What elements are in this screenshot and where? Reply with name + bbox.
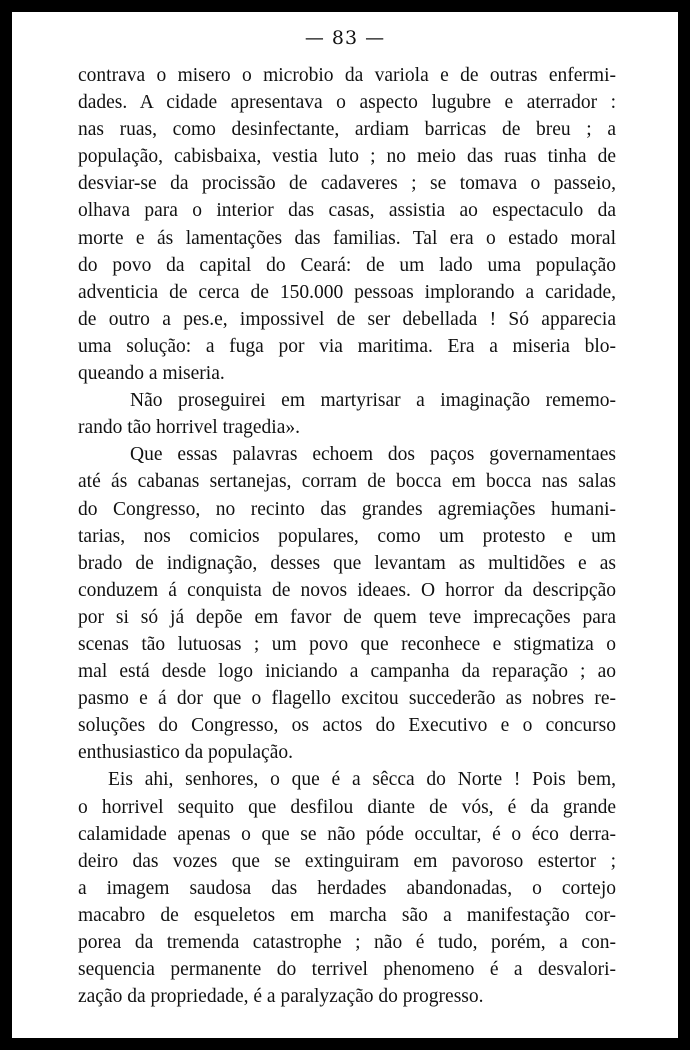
text-line: olhava para o interior das casas, assistia ao espectaculo da [78,200,616,222]
text-line: por si só já depõe em favor de quem teve imprecações para [78,606,616,628]
text-line: Não proseguirei em martyrisar a imaginação rememo- [130,390,616,412]
text-line: população, cabisbaixa, vestia luto ; no meio das ruas tinha de [78,146,616,168]
paragraph [78,766,616,1010]
text-line: rando tão horrivel tragedia». [78,417,300,439]
text-line: soluções do Congresso, os actos do Executivo e o concurso [78,715,616,737]
text-line: sequencia permanente do terrivel phenomeno é a desvalori- [78,959,616,981]
text-line: mal está desde logo iniciando a campanha da reparação ; ao [78,661,616,683]
paragraph [78,62,616,387]
text-line: de outro a pes.e, impossivel de ser debellada ! Só apparecia [78,308,616,330]
text-line: zação da propriedade, é a paralyzação do progresso. [78,986,484,1008]
text-line: dades. A cidade apresentava o aspecto lugubre e aterrador : [78,92,616,114]
text-line: adventicia de cerca de 150.000 pessoas implorando a caridade, [78,281,616,303]
text-line: o horrivel sequito que desfilou diante de vós, é da grande [78,796,616,818]
text-line: scenas tão lutuosas ; um povo que reconhece e stigmatiza o [78,633,616,655]
text-line: Que essas palavras echoem dos paços governamentaes [130,444,616,466]
text-line: calamidade apenas o que se não póde occultar, é o éco derra- [78,823,616,845]
body-text [78,62,616,1010]
text-line: deiro das vozes que se extinguiram em pavoroso estertor ; [78,850,616,872]
text-line: tarias, nos comicios populares, como um protesto e um [78,525,616,547]
text-line: desviar-se da procissão de cadaveres ; se tomava o passeio, [78,173,616,195]
text-line: do Congresso, no recinto das grandes agremiações humani- [78,498,616,520]
book-page [12,12,678,1038]
text-line: macabro de esqueletos em marcha são a manifestação cor- [78,904,616,926]
text-line: até ás cabanas sertanejas, corram de bocca em bocca nas salas [78,471,616,493]
text-line: enthusiastico da população. [78,742,293,764]
paragraph [78,441,616,766]
page-number: — 83 — [304,27,386,49]
text-line: contrava o misero o microbio da variola e de outras enfermi- [78,65,616,86]
text-line: brado de indignação, desses que levantam as multidões e as [78,552,616,574]
text-line: nas ruas, como desinfectante, ardiam barricas de breu ; a [78,119,616,141]
text-line: a imagem saudosa das herdades abandonadas, o cortejo [78,877,616,899]
paragraph [78,387,616,441]
text-line: queando a miseria. [78,363,225,385]
text-line: morte e ás lamentações das familias. Tal era o estado moral [78,227,616,249]
text-line: do povo da capital do Ceará: de um lado uma população [78,254,616,276]
text-line: pasmo e á dor que o flagello excitou succederão as nobres re- [78,688,616,710]
text-line: uma solução: a fuga por via maritima. Era a miseria blo- [78,335,616,357]
text-line: Eis ahi, senhores, o que é a sêcca do Norte ! Pois bem, [108,769,616,791]
text-line: conduzem á conquista de novos ideaes. O horror da descripção [78,579,616,601]
text-line: porea da tremenda catastrophe ; não é tudo, porém, a con- [78,932,616,953]
